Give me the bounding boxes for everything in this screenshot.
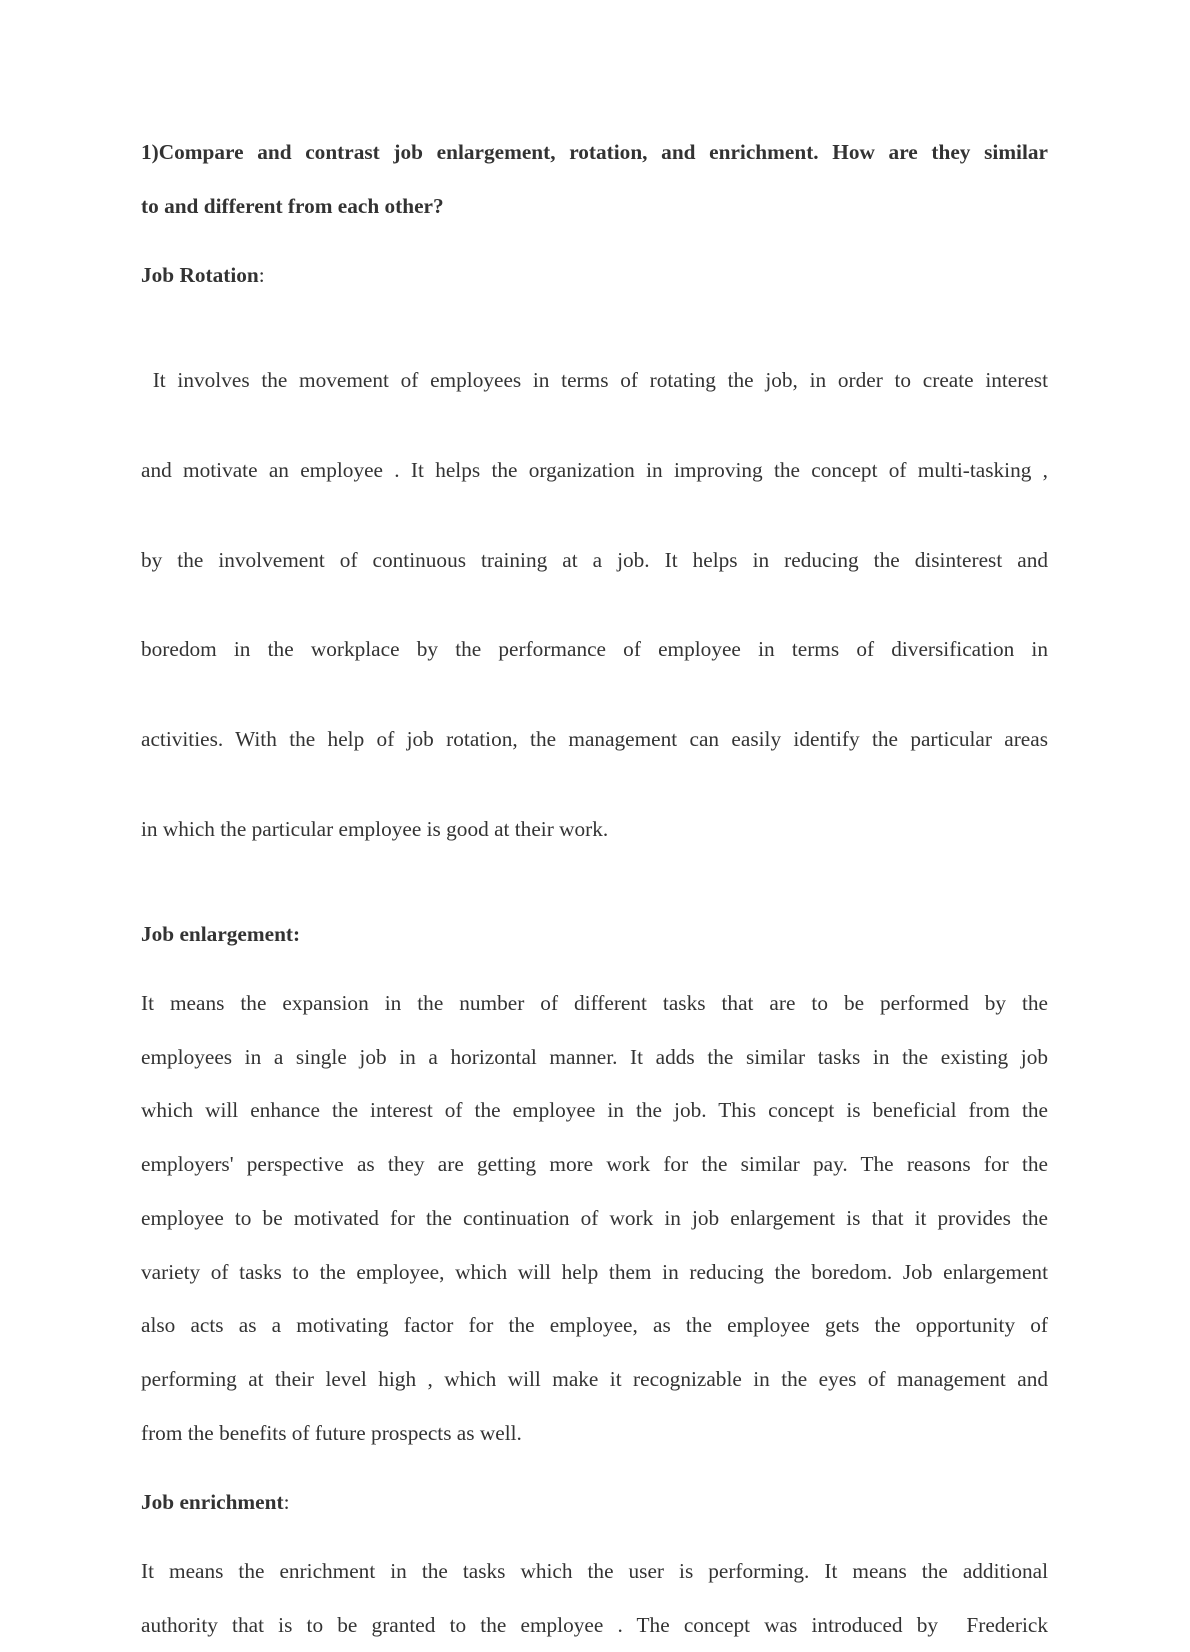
job-rotation-line-5: activities. With the help of job rotation, the management can easily identify the particular areas: [141, 726, 1048, 751]
job-enrichment-line-1: It means the enrichment in the tasks which the user is performing. It means the additional: [141, 1559, 1048, 1584]
job-enlargement-line-2: employees in a single job in a horizontal manner. It adds the similar tasks in the existing job: [141, 1044, 1048, 1069]
job-rotation-line-1: It involves the movement of employees in terms of rotating the job, in order to create interest: [141, 368, 1048, 393]
job-enrichment-heading: [141, 1476, 1048, 1530]
job-rotation-line-2: and motivate an employee . It helps the organization in improving the concept of multi-tasking ,: [141, 457, 1048, 482]
job-enrichment-colon: :: [283, 1489, 290, 1514]
job-enlargement-line-6: variety of tasks to the employee, which will help them in reducing the boredom. Job enlargement: [141, 1259, 1048, 1284]
document-page: [141, 126, 1048, 1652]
job-enlargement-line-4: employers' perspective as they are getting more work for the similar pay. The reasons for the: [141, 1152, 1048, 1177]
job-enlargement-line-5: employee to be motivated for the continuation of work in job enlargement is that it provides the: [141, 1205, 1048, 1230]
job-rotation-title: Job Rotation: [141, 262, 259, 287]
job-rotation-line-4: boredom in the workplace by the performance of employee in terms of diversification in: [141, 637, 1048, 662]
job-rotation-heading: [141, 249, 1048, 303]
job-rotation-line-6: in which the particular employee is good at their work.: [141, 816, 609, 841]
job-rotation-colon: :: [258, 262, 265, 287]
job-enlargement-line-7: also acts as a motivating factor for the employee, as the employee gets the opportunity of: [141, 1313, 1048, 1338]
job-enlargement-line-9: from the benefits of future prospects as well.: [141, 1420, 522, 1445]
job-enlargement-line-1: It means the expansion in the number of different tasks that are to be performed by the: [141, 991, 1048, 1016]
job-enlargement-heading: Job enlargement:: [141, 921, 301, 946]
question-line-2: to and different from each other?: [141, 193, 444, 218]
job-rotation-paragraph: [141, 318, 1048, 892]
job-enrichment-title: Job enrichment: [141, 1489, 284, 1514]
job-enlargement-line-3: which will enhance the interest of the employee in the job. This concept is beneficial from the: [141, 1098, 1048, 1123]
job-enlargement-paragraph: [141, 977, 1048, 1460]
job-enrichment-paragraph: [141, 1545, 1048, 1652]
question-line-1: 1)Compare and contrast job enlargement, rotation, and enrichment. How are they similar: [141, 140, 1048, 164]
job-rotation-line-3: by the involvement of continuous training at a job. It helps in reducing the disinterest and: [141, 547, 1048, 572]
question-heading: [141, 126, 1048, 233]
job-enlargement-line-8: performing at their level high , which will make it recognizable in the eyes of management and: [141, 1366, 1048, 1391]
job-enrichment-line-2: authority that is to be granted to the employee . The concept was introduced by Frederick: [141, 1612, 1048, 1637]
